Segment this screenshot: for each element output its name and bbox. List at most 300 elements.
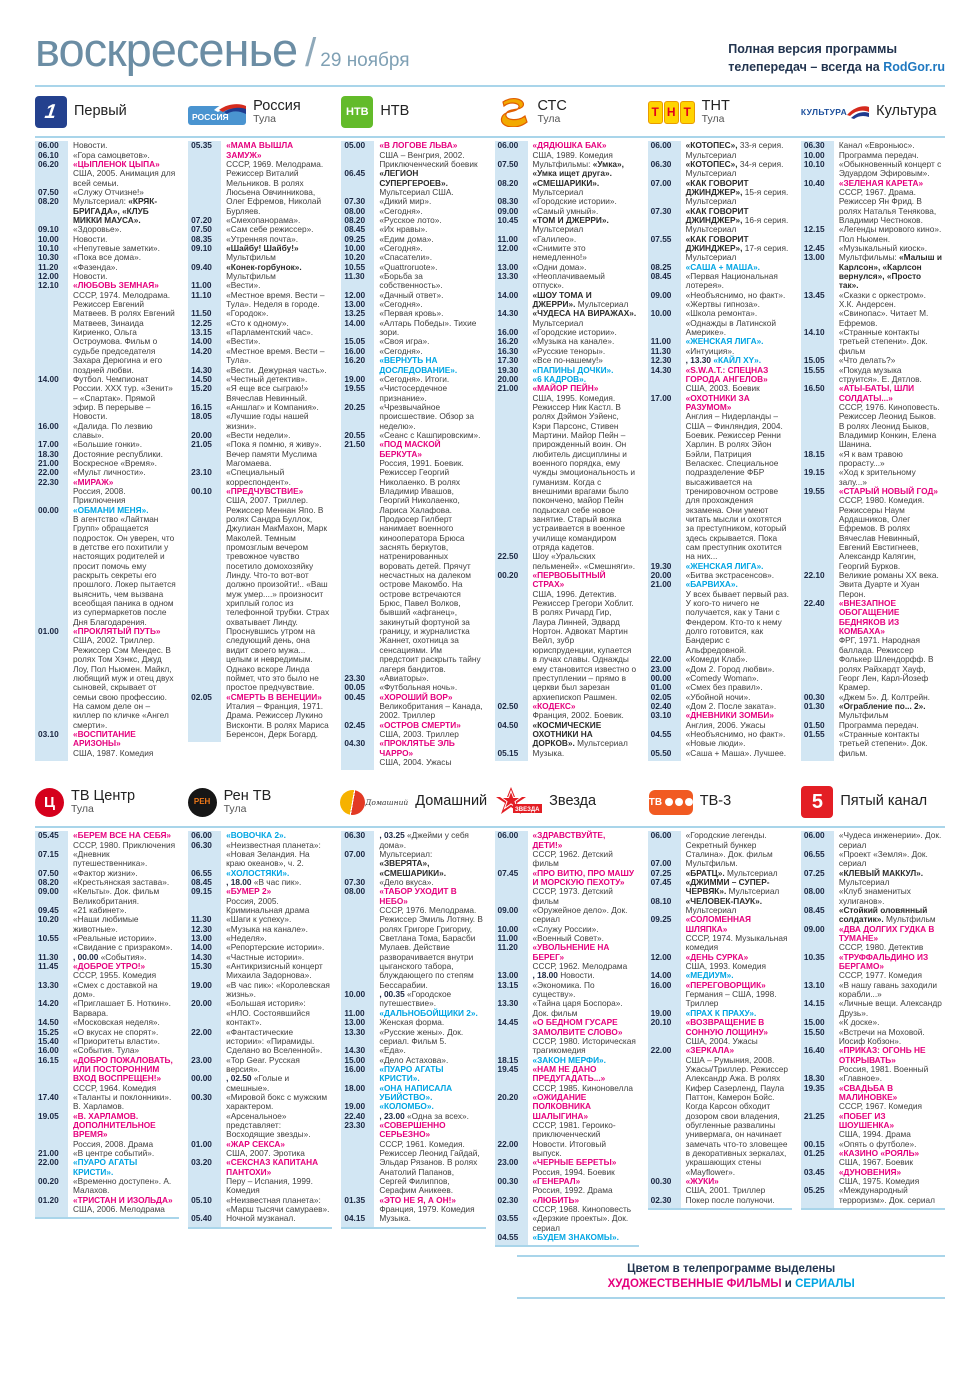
- film-title: «ПЕРЕГОВОРЩИК»: [685, 979, 766, 990]
- program-time: 06.00: [650, 140, 672, 151]
- program-text: [834, 730, 945, 758]
- program-run: «Главное».: [838, 1073, 883, 1084]
- program-row: [35, 197, 179, 225]
- program-run: «Опять о футболе».: [838, 1138, 917, 1149]
- program-time: 06.00: [803, 830, 825, 841]
- program-row: [341, 169, 485, 197]
- program-text: [68, 281, 179, 374]
- program-time: 23.30: [344, 672, 366, 683]
- program-time: 09.10: [38, 224, 59, 235]
- program-run: «Мировой бокс с мужским характером. «Арсенальное» представляет: Восходящие звезды».: [226, 1091, 328, 1140]
- program-text: [834, 1046, 945, 1074]
- program-run: Мультсериал: [728, 886, 780, 897]
- program-run: СССР, 1973. Детский фильм: [532, 886, 613, 906]
- program-text: [68, 627, 179, 730]
- program-time: 08.45: [191, 877, 212, 887]
- program-run: «В час пик».: [253, 877, 302, 887]
- program-run: СССР, 1955. Комедия: [73, 970, 157, 981]
- program-run: США, 1996. Детектив. Режиссер Грегори Хоблит. В ролях Ричард Гир, Лаура Линней, Эдвард Нортон. Адвокат Мартин Вейл, зубр юриспруденции, купается в лучах славы. Однажды ему становится известно о преступлении – прямо в церкви был зарезан архиепископ Рашмен.: [532, 588, 637, 702]
- program-text: [221, 263, 332, 282]
- program-run: Программа передач.: [838, 719, 919, 730]
- channel-name: Домашний: [415, 793, 488, 810]
- program-row: [801, 925, 945, 953]
- program-time: 19.05: [38, 1110, 59, 1121]
- program-time: 14.30: [191, 364, 212, 375]
- series-title: «6 КАДРОВ».: [532, 373, 587, 384]
- program-row: [801, 571, 945, 599]
- program-time: 11.30: [191, 914, 212, 925]
- channel-logo-rentv-icon: РЕН: [188, 788, 217, 817]
- program-row: [35, 160, 179, 188]
- program-run: «Непутевые заметки».: [73, 243, 160, 254]
- program-text: [834, 981, 945, 1000]
- program-text: [681, 394, 792, 562]
- program-time: 20.10: [650, 1017, 672, 1028]
- film-title: «ДЯДЮШКА БАК»: [532, 140, 607, 151]
- program-run: «Проект «Земля». Док. сериал: [838, 848, 928, 869]
- program-time: 06.55: [191, 867, 212, 878]
- program-time: 09.00: [497, 905, 519, 916]
- program-row: [648, 1177, 792, 1196]
- program-row: [35, 422, 179, 441]
- program-text: [374, 141, 485, 169]
- film-title: «НАМ НЕ ДАНО ПРЕДУГАДАТЬ...»: [532, 1063, 606, 1084]
- film-title: «ПРОКЛЯТЫЙ ПУТЬ»: [73, 626, 161, 637]
- program-row: [188, 1093, 332, 1140]
- listing-column-zvezda: [495, 831, 639, 1247]
- program-run: «КОТОПЕС»,: [685, 140, 738, 151]
- channel-names: [380, 104, 409, 120]
- program-run: СССР, 1980. Приключения: [73, 839, 176, 850]
- channel-name: Рен ТВ: [223, 787, 272, 804]
- program-time: 13.00: [344, 299, 366, 310]
- program-time: 11.20: [497, 942, 518, 953]
- program-time: 20.25: [344, 401, 366, 412]
- program-time: 16.00: [38, 420, 59, 431]
- program-row: [648, 1196, 792, 1205]
- program-time: 09.45: [38, 905, 59, 916]
- program-run: «Дерзкие проекты». Док. сериал: [532, 1213, 629, 1233]
- program-time: 06.20: [38, 158, 59, 169]
- program-run: 17-я серия. Мультсериал: [685, 243, 789, 263]
- program-row: [801, 953, 945, 981]
- program-run: «Дело вкуса».: [379, 877, 434, 887]
- program-time: 07.50: [38, 867, 59, 878]
- program-run: «Встречи на Моховой. Иосиф Кобзон».: [838, 1026, 925, 1046]
- program-text: [528, 1140, 639, 1159]
- program-row: [648, 394, 792, 562]
- program-text: [681, 141, 792, 160]
- svg-text:РОССИЯ: РОССИЯ: [192, 111, 229, 122]
- program-run: «События».: [100, 951, 147, 962]
- program-run: Мультсериал: [577, 738, 628, 749]
- program-run: «БРАТЦ».: [685, 867, 725, 878]
- program-row: [188, 962, 332, 981]
- channel-header-rossiya: [188, 94, 332, 130]
- program-time: 05.35: [191, 140, 212, 151]
- program-run: СССР, 1977. Комедия: [838, 970, 922, 981]
- program-run: «Обыкновенный концерт с Эдуардом Эфировым».: [838, 158, 942, 179]
- program-text: [528, 1065, 639, 1093]
- program-time: 07.20: [191, 215, 212, 225]
- film-title: «ДОБРО ПОЖАЛОВАТЬ, ИЛИ ПОСТОРОННИМ ВХОД ВОСПРЕЩЕН!»: [73, 1054, 173, 1084]
- program-run: Англия – Нидерланды – США – Финляндия, 2004. Боевик. Режиссер Ренни Харлин. В ролях Эйон Бэйли, Патриция Веласкес. Специальное подразделение ФБР высаживается на тренировочном острове для прохождения экзамена. Они умеют читать мысли и охотятся за преступником, который здесь скрывается. Пока сам преступник охотится на них...: [685, 411, 787, 562]
- program-run: Музыка.: [379, 1213, 411, 1224]
- program-run: «Честный детектив».: [226, 373, 308, 384]
- program-time: 06.00: [497, 830, 519, 841]
- series-title: «ХОЛОСТЯКИ».: [226, 867, 290, 878]
- program-row: [341, 721, 485, 740]
- program-time: 05.25: [803, 1185, 825, 1196]
- program-time: 11.45: [38, 961, 59, 972]
- program-row: [801, 1186, 945, 1205]
- program-run: У всех бывает первый раз. У кого-то ничего не получается, как у Тани с Фендером. Кто-то к нему долго готовится, как Бандерис с Альфредовной.: [685, 588, 789, 655]
- program-row: [495, 1093, 639, 1140]
- page-title: [35, 23, 410, 76]
- program-time: 14.50: [191, 373, 212, 384]
- program-time: 07.45: [650, 877, 672, 887]
- program-run: «Еда».: [379, 1045, 406, 1056]
- program-time: 02.05: [191, 691, 212, 702]
- program-run: «Что делать?»: [838, 355, 896, 366]
- program-time: 11.30: [650, 345, 671, 356]
- program-text: [681, 1196, 792, 1205]
- program-run: «Далида. По лезвию славы».: [73, 420, 153, 440]
- program-run: СССР, 1968. Киноповесть: [532, 1204, 632, 1215]
- program-time: 15.05: [803, 355, 825, 366]
- program-run: «Дикий мир».: [379, 196, 432, 207]
- program-run: «Крестьянская застава».: [73, 877, 170, 887]
- program-run: США, 2001. Триллер: [685, 1185, 766, 1196]
- program-run: США, 2004. Ужасы: [379, 756, 452, 767]
- program-row: [188, 887, 332, 915]
- legend-footer: [517, 1255, 945, 1299]
- program-time: 08.45: [344, 224, 366, 235]
- program-text: [834, 160, 945, 179]
- program-row: [648, 207, 792, 235]
- program-time: 14.20: [191, 345, 212, 356]
- program-row: [801, 1084, 945, 1112]
- program-text: [528, 179, 639, 198]
- program-row: [495, 1018, 639, 1055]
- channel-header-ntv: [341, 94, 485, 130]
- program-row: [648, 878, 792, 897]
- program-text: [68, 831, 179, 850]
- promo-text: [728, 40, 945, 76]
- program-time: 23.10: [191, 467, 212, 478]
- film-title: «ОЖИДАНИЕ ПОЛКОВНИКА ШАЛЫГИНА»: [532, 1091, 592, 1121]
- program-text: [68, 1056, 179, 1093]
- program-text: [834, 1084, 945, 1112]
- program-time: 13.10: [803, 979, 825, 990]
- program-row: [188, 1214, 332, 1223]
- rodgor-link[interactable]: RodGor.ru: [883, 60, 945, 75]
- program-run: СССР, 1974. Музыкальная комедия: [685, 933, 788, 953]
- program-row: [801, 1028, 945, 1047]
- program-text: [68, 422, 179, 441]
- program-time: 19.30: [497, 364, 519, 375]
- program-run: Музыка.: [532, 747, 565, 758]
- program-time: 19.45: [497, 1063, 519, 1074]
- program-row: [801, 702, 945, 721]
- channel-header-row: [35, 777, 945, 826]
- program-time: 13.25: [344, 308, 366, 319]
- program-time: 00.30: [191, 1091, 212, 1102]
- program-text: [528, 244, 639, 263]
- program-run: , 03.25: [379, 830, 405, 841]
- program-time: 19.55: [803, 485, 825, 496]
- program-row: [35, 999, 179, 1018]
- film-title: «ДУНОВЕНИЯ»: [838, 1166, 902, 1177]
- program-run: «Городские истории».: [532, 327, 617, 338]
- program-time: 01.25: [803, 1147, 825, 1158]
- program-row: [341, 1065, 485, 1084]
- program-time: 02.40: [650, 700, 672, 711]
- program-row: [801, 1046, 945, 1074]
- program-run: США, 1967. Боевик: [838, 1157, 913, 1168]
- program-time: 18.15: [803, 448, 825, 459]
- program-run: «Чудеса инженерии». Док. сериал: [838, 830, 942, 850]
- film-title: «ПРО ВИТЮ, ПРО МАШУ И МОРСКУЮ ПЕХОТУ»: [532, 867, 634, 887]
- film-title: «ТРУФФАЛЬДИНО ИЗ БЕРГАМО»: [838, 951, 929, 972]
- program-text: [221, 1028, 332, 1056]
- program-time: 18.00: [344, 1082, 366, 1093]
- program-row: [801, 831, 945, 850]
- program-run: «Quattroruote».: [379, 261, 438, 272]
- program-row: [188, 1196, 332, 1215]
- program-text: [681, 291, 792, 310]
- channel-name: Пятый канал: [840, 793, 928, 810]
- program-run: «ЛЕГИОН СУПЕРГЕРОЕВ».: [379, 168, 448, 188]
- program-run: «Галилео».: [532, 233, 577, 244]
- program-time: 10.20: [38, 914, 59, 925]
- program-row: [188, 263, 332, 282]
- program-run: «Первая Национальная лотерея».: [685, 271, 778, 291]
- program-run: «Интуиция».: [685, 345, 735, 356]
- program-row: [648, 915, 792, 952]
- program-text: [681, 730, 792, 749]
- program-run: «В час пик»: «Королевская жизнь».: [226, 979, 330, 1000]
- program-time: 00.15: [803, 1138, 825, 1149]
- program-time: 07.30: [344, 877, 366, 887]
- program-row: [341, 403, 485, 431]
- program-run: Шоу «Уральских пельменей». «Смешняги».: [532, 551, 636, 571]
- program-row: [801, 366, 945, 385]
- program-run: «Утренняя почта».: [226, 233, 299, 244]
- program-time: 16.50: [803, 383, 825, 394]
- program-time: 04.55: [497, 1232, 519, 1243]
- program-text: [834, 599, 945, 692]
- program-time: 11.30: [344, 271, 365, 282]
- program-text: [68, 999, 179, 1018]
- film-title: «ПОД МАСКОЙ БЕРКУТА»: [379, 439, 441, 459]
- program-run: СССР, 1964. Комедия: [73, 1082, 157, 1093]
- program-time: 23.30: [344, 1119, 366, 1130]
- program-text: [834, 1028, 945, 1047]
- program-time: 09.00: [497, 205, 519, 216]
- series-title: «КАЙЛ XY».: [713, 355, 762, 366]
- program-time: 23.00: [191, 1054, 212, 1065]
- program-time: 13.15: [191, 327, 212, 338]
- program-text: [528, 943, 639, 971]
- program-run: «Едим дома».: [379, 233, 434, 244]
- program-row: [648, 981, 792, 1009]
- program-row: [801, 160, 945, 179]
- program-row: [801, 291, 945, 328]
- channel-logo-pyatyj-icon: 5: [801, 786, 833, 818]
- program-text: [834, 906, 945, 925]
- program-row: [801, 981, 945, 1000]
- program-row: [341, 356, 485, 375]
- program-row: [495, 309, 639, 328]
- channel-names: [71, 789, 135, 816]
- listing-column-tnt: [648, 141, 792, 761]
- program-time: 16.30: [497, 345, 519, 356]
- program-text: [528, 702, 639, 721]
- channel-logo-kultura-icon: КУЛЬТУРА: [801, 105, 869, 120]
- film-title: «СОВЕРШЕННО СЕРЬЕЗНО»: [379, 1119, 446, 1140]
- channel-names: [253, 99, 301, 126]
- program-run: «Сам себе режиссер».: [226, 224, 314, 235]
- program-run: Мультсериал: [532, 317, 584, 328]
- program-time: 00.30: [803, 691, 825, 702]
- series-title: «ПРАХ К ПРАХУ».: [685, 1007, 757, 1018]
- program-run: 34-я серия. Мультсериал: [685, 158, 784, 179]
- program-row: [648, 309, 792, 337]
- program-time: 14.10: [803, 327, 825, 338]
- program-run: «КЛЕВЫЙ МАККУЛ».: [838, 867, 924, 878]
- program-run: СССР, 1969. Мелодрама. Режиссер Виталий Мельников. В ролях Люсьена Овчинникова, Олег Ефремов, Николай Бурляев.: [226, 158, 324, 216]
- program-row: [495, 831, 639, 868]
- program-run: Россия, 2008. Приключения: [73, 485, 126, 506]
- film-title: «ЛЮБИТЬ»: [532, 1194, 580, 1205]
- program-run: Россия, 1981. Военный: [838, 1063, 929, 1074]
- program-run: СССР, 1976. Киноповесть. Режиссер Леонид Быков. В ролях Леонид Быков, Владимир Конкин, Елена Шанина.: [838, 401, 940, 450]
- program-run: «СМЕШАРИКИ».: [532, 177, 600, 188]
- program-time: 09.00: [650, 289, 672, 300]
- program-row: [188, 999, 332, 1027]
- series-title: «ОНА НАПИСАЛА УБИЙСТВО».: [379, 1082, 453, 1102]
- program-time: 14.00: [497, 289, 519, 300]
- program-run: «Шайбу! Шайбу!»: [226, 243, 299, 254]
- program-time: 01.50: [803, 719, 825, 730]
- channel-header-kultura: [801, 94, 945, 130]
- program-row: [495, 1158, 639, 1177]
- program-time: 22.00: [38, 1157, 59, 1168]
- program-text: [68, 1196, 179, 1215]
- program-time: 06.30: [650, 158, 672, 169]
- program-row: [341, 693, 485, 721]
- program-text: [528, 1233, 639, 1242]
- program-row: [35, 934, 179, 953]
- program-text: [374, 1065, 485, 1084]
- legend-text: Цветом в телепрограмме выделены: [627, 1263, 836, 1276]
- program-time: 01.35: [344, 1194, 366, 1205]
- program-row: [801, 999, 945, 1018]
- series-title: «БАРВИХА».: [685, 579, 738, 590]
- series-title: «ПУАРО АГАТЫ КРИСТИ».: [379, 1063, 444, 1084]
- program-time: 13.00: [344, 1017, 366, 1028]
- program-run: «Сегодня».: [379, 299, 423, 310]
- program-row: [341, 1121, 485, 1196]
- program-time: 08.20: [38, 196, 59, 207]
- program-time: 10.10: [38, 243, 59, 254]
- program-run: «Смехопанорама».: [226, 215, 301, 225]
- program-row: [341, 990, 485, 1009]
- program-row: [495, 179, 639, 198]
- program-time: 09.25: [650, 914, 672, 925]
- program-run: «Сегодня».: [379, 205, 423, 216]
- program-time: 22.40: [344, 1110, 366, 1121]
- program-time: 04.55: [650, 728, 672, 739]
- program-run: «Сказки с оркестром». Х.К. Андерсен. «Свинопас». Читает М. Ефремов.: [838, 289, 929, 328]
- program-row: [801, 850, 945, 869]
- program-time: 21.00: [497, 383, 519, 394]
- program-row: [188, 291, 332, 310]
- program-run: «Вести».: [226, 336, 261, 347]
- program-time: 12.15: [803, 224, 825, 235]
- program-time: 02.50: [497, 700, 519, 711]
- program-text: [221, 291, 332, 310]
- series-title: «КОЛОМБО».: [379, 1101, 434, 1112]
- program-text: [528, 1196, 639, 1215]
- program-run: «Городские легенды. Секретный бункер Сталина». Док. фильм: [685, 830, 773, 859]
- program-text: [834, 869, 945, 888]
- program-time: 08.20: [38, 877, 59, 887]
- program-time: 10.00: [650, 308, 672, 319]
- program-time: 19.00: [344, 373, 366, 384]
- program-run: «21 кабинет».: [73, 905, 127, 916]
- channel-logo-tvcentr-icon: Ц: [35, 788, 64, 817]
- program-run: «Таланты и поклонники». В. Харламов.: [73, 1091, 172, 1112]
- program-run: «Странные контакты третьей степени». Док. фильм.: [838, 728, 928, 758]
- program-run: «Я еще все сыграю!» Вячеслав Невинный.: [226, 383, 309, 403]
- program-run: Мультфильм: [838, 710, 889, 721]
- program-time: 15.55: [803, 364, 825, 375]
- program-row: [648, 1018, 792, 1046]
- program-time: 08.30: [497, 196, 519, 207]
- program-run: «Пока я помню, я живу». Вечер памяти Муслима Магомаева.: [226, 439, 322, 468]
- program-text: [221, 1214, 332, 1223]
- program-row: [495, 869, 639, 906]
- film-title: «АТЫ-БАТЫ, ШЛИ СОЛДАТЫ...»: [838, 383, 915, 403]
- program-run: «Первая кровь».: [379, 308, 444, 319]
- program-row: [341, 739, 485, 767]
- program-run: Мультфильм: [226, 271, 276, 282]
- listings-area: [35, 87, 945, 1247]
- program-time: 21.00: [650, 579, 672, 590]
- program-text: [68, 1177, 179, 1196]
- channel-names: [549, 794, 596, 810]
- program-time: 09.00: [803, 923, 825, 934]
- program-text: [528, 141, 639, 160]
- channel-name: ТНТ: [701, 97, 730, 114]
- program-run: «Кельты». Док. фильм Великобритания.: [73, 886, 160, 906]
- listing-column-pyatyj: [801, 831, 945, 1210]
- program-time: 16.20: [344, 355, 366, 366]
- program-row: [495, 291, 639, 310]
- program-run: «Ход к зрительному залу...»: [838, 467, 916, 487]
- program-time: 15.50: [803, 1026, 825, 1037]
- film-title: «СТАРЫЙ НОВЫЙ ГОД»: [838, 485, 938, 496]
- program-text: [221, 1140, 332, 1159]
- program-row: [341, 141, 485, 169]
- program-row: [341, 1084, 485, 1103]
- film-title: «ПРОКЛЯТЬЕ ЭЛЬ ЧАРРО»: [379, 738, 455, 758]
- channel-header-pyatyj: [801, 784, 945, 820]
- program-text: [681, 207, 792, 235]
- program-time: 06.30: [191, 839, 212, 850]
